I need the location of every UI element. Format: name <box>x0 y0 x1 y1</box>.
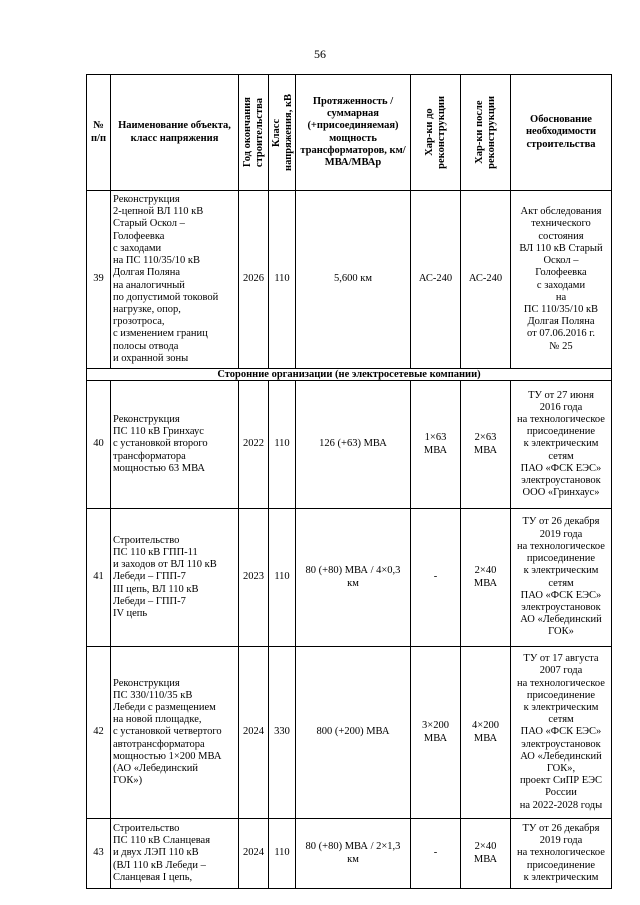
row-voltage: 110 <box>269 191 296 369</box>
row-before: АС-240 <box>411 191 461 369</box>
header-basis: Обоснование необходимости строительства <box>511 75 612 191</box>
table-row <box>87 191 612 369</box>
row-after: 2×40 МВА <box>461 819 511 889</box>
row-voltage: 330 <box>269 647 296 819</box>
table-row <box>87 819 612 889</box>
row-capacity: 5,600 км <box>296 191 411 369</box>
row-after: 2×63 МВА <box>461 381 511 509</box>
table-row <box>87 647 612 819</box>
row-basis: Акт обследования технического состояния ВЛ 110 кВ Старый Оскол – Голофеевка с заходами на ПС 110/35/10 кВ Долгая Поляна от 07.06.2016 г. № 25 <box>511 191 612 369</box>
row-year: 2024 <box>239 647 269 819</box>
row-capacity: 80 (+80) МВА / 4×0,3 км <box>296 509 411 647</box>
row-capacity: 126 (+63) МВА <box>296 381 411 509</box>
row-after: 2×40 МВА <box>461 509 511 647</box>
header-after: Хар-ки после реконструкции <box>461 75 511 191</box>
table-row <box>87 381 612 509</box>
row-name: Реконструкция 2-цепной ВЛ 110 кВ Старый Оскол – Голофеевка с заходами на ПС 110/35/10 кВ Долгая Поляна на аналогичный по допустимой токовой нагрузке, опор, грозотроса, с изменением границ полосы отвода и охранной зоны <box>111 191 239 369</box>
row-name: Строительство ПС 110 кВ Сланцевая и двух ЛЭП 110 кВ (ВЛ 110 кВ Лебеди – Сланцевая I цепь, <box>111 819 239 889</box>
header-name: Наименование объекта, класс напряжения <box>111 75 239 191</box>
row-capacity: 800 (+200) МВА <box>296 647 411 819</box>
table-header-row <box>87 75 612 191</box>
row-basis: ТУ от 27 июня 2016 года на технологическое присоединение к электрическим сетям ПАО «ФСК ЕЭС» электроустановок ООО «Гринхаус» <box>511 381 612 509</box>
row-before: - <box>411 509 461 647</box>
row-voltage: 110 <box>269 381 296 509</box>
row-voltage: 110 <box>269 509 296 647</box>
row-num: 40 <box>87 381 111 509</box>
row-year: 2024 <box>239 819 269 889</box>
header-year: Год окончания строительства <box>239 75 269 191</box>
header-num: № п/п <box>87 75 111 191</box>
row-capacity: 80 (+80) МВА / 2×1,3 км <box>296 819 411 889</box>
row-basis: ТУ от 17 августа 2007 года на технологическое присоединение к электрическим сетям ПАО «ФСК ЕЭС» электроустановок АО «Лебединский ГОК», проект СиПР ЕЭС России на 2022-2028 годы <box>511 647 612 819</box>
section-row <box>87 369 612 381</box>
row-name: Реконструкция ПС 330/110/35 кВ Лебеди с размещением на новой площадке, с установкой четвертого автотрансформатора мощностью 1×200 МВА (АО «Лебединский ГОК») <box>111 647 239 819</box>
header-voltage: Класс напряжения, кВ <box>269 75 296 191</box>
header-before: Хар-ки до реконструкции <box>411 75 461 191</box>
header-capacity: Протяженность / суммарная (+присоединяемая) мощность трансформаторов, км/МВА/МВАр <box>296 75 411 191</box>
row-after: 4×200 МВА <box>461 647 511 819</box>
projects-table <box>86 74 612 889</box>
row-basis: ТУ от 26 декабря 2019 года на технологическое присоединение к электрическим сетям ПАО «ФСК ЕЭС» электроустановок АО «Лебединский ГОК» <box>511 509 612 647</box>
row-num: 43 <box>87 819 111 889</box>
row-before: 1×63 МВА <box>411 381 461 509</box>
section-title: Сторонние организации (не электросетевые компании) <box>87 369 612 381</box>
row-num: 42 <box>87 647 111 819</box>
row-after: АС-240 <box>461 191 511 369</box>
row-year: 2022 <box>239 381 269 509</box>
row-before: 3×200 МВА <box>411 647 461 819</box>
row-num: 39 <box>87 191 111 369</box>
table-row <box>87 509 612 647</box>
row-year: 2026 <box>239 191 269 369</box>
row-name: Строительство ПС 110 кВ ГПП-11 и заходов от ВЛ 110 кВ Лебеди – ГПП-7 III цепь, ВЛ 110 кВ Лебеди – ГПП-7 IV цепь <box>111 509 239 647</box>
row-name: Реконструкция ПС 110 кВ Гринхаус с установкой второго трансформатора мощностью 63 МВА <box>111 381 239 509</box>
row-voltage: 110 <box>269 819 296 889</box>
page-number: 56 <box>314 47 326 61</box>
row-num: 41 <box>87 509 111 647</box>
row-basis: ТУ от 26 декабря 2019 года на технологическое присоединение к электрическим <box>511 819 612 889</box>
row-before: - <box>411 819 461 889</box>
row-year: 2023 <box>239 509 269 647</box>
